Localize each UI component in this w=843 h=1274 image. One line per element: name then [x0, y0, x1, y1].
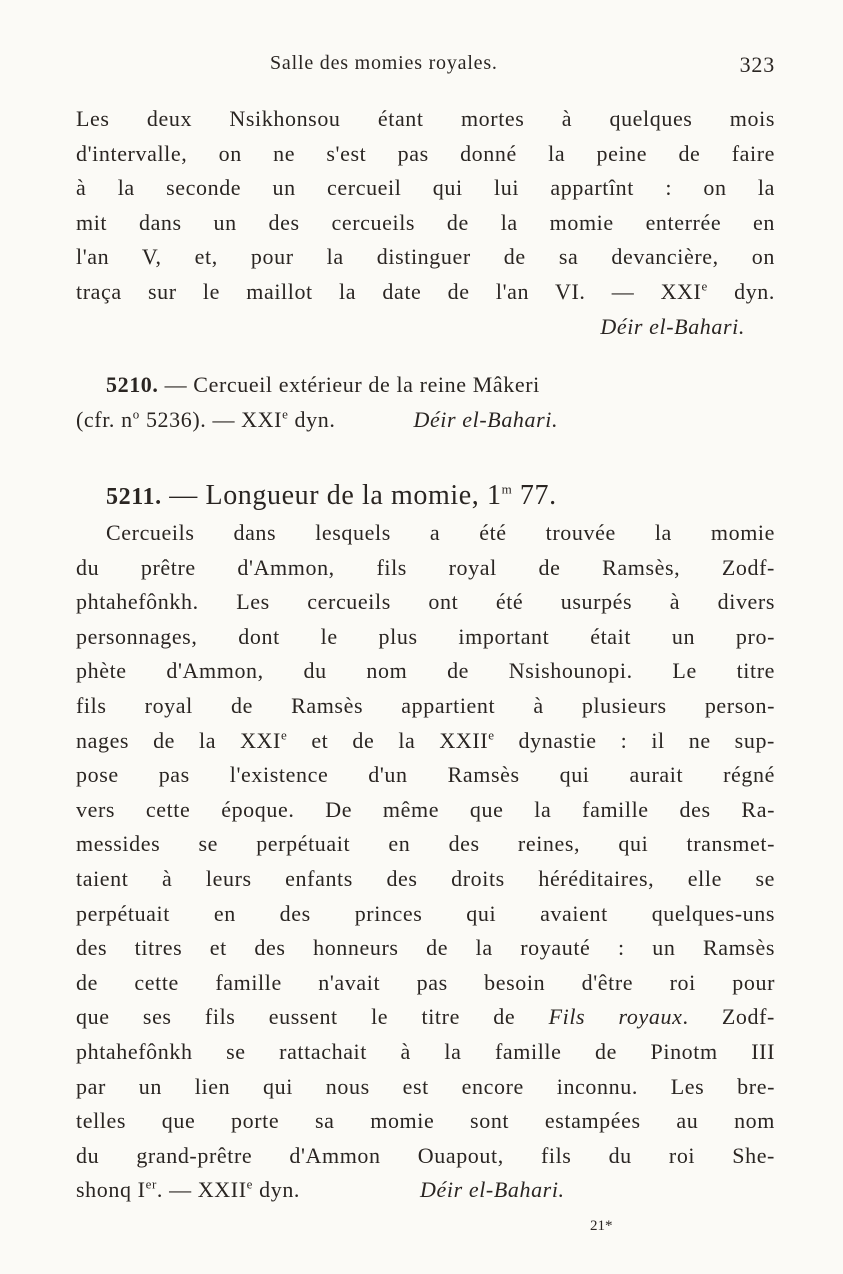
entry-number: 5211.	[106, 484, 162, 510]
text-line: personnages, dont le plus important était un pro-	[76, 623, 775, 649]
text-line: mit dans un des cercueils de la momie enterrée en	[76, 209, 775, 235]
text-fragment: (cfr. n	[76, 406, 133, 432]
text-fragment: — Longueur de la momie, 1	[169, 480, 502, 511]
text-line	[76, 1173, 775, 1208]
superscript: m	[501, 481, 513, 497]
text-fragment: traça sur le maillot la date de l'an VI. — XXI	[76, 278, 702, 304]
superscript: o	[132, 406, 140, 422]
text-fragment: et de la XXII	[287, 727, 489, 753]
text-fragment: . — XXII	[156, 1177, 247, 1203]
text-line: phtahefônkh se rattachait à la famille de Pinotm III	[76, 1038, 775, 1064]
provenance: Déir el-Bahari.	[600, 313, 745, 339]
text-line	[76, 403, 775, 438]
text-line: fils royal de Ramsès appartient à plusieurs person-	[76, 692, 775, 718]
text-line: perpétuait en des princes qui avaient quelques-uns	[76, 900, 775, 926]
text-line: Les deux Nsikhonsou étant mortes à quelques mois	[76, 106, 775, 131]
text-line: à la seconde un cercueil qui lui appartînt : on la	[76, 175, 775, 201]
superscript: e	[282, 406, 289, 422]
text-fragment: . Zodf-	[682, 1004, 775, 1030]
paragraph-nsikhonsou	[76, 102, 775, 344]
text-line: phtahefônkh. Les cercueils ont été usurpés à divers	[76, 589, 775, 615]
superscript: e	[280, 727, 288, 743]
superscript: e	[246, 1176, 254, 1192]
signature-mark: 21*	[590, 1218, 613, 1234]
text-fragment: shonq I	[76, 1177, 146, 1203]
superscript: er	[145, 1176, 157, 1192]
text-fragment: que ses fils eussent le titre de	[76, 1004, 516, 1030]
entry-number: 5210.	[106, 372, 159, 397]
text-line: taient à leurs enfants des droits héréditaires, elle se	[76, 865, 775, 891]
text-line: Cercueils dans lesquels a été trouvée la momie	[106, 520, 775, 545]
text-fragment: dyn.	[707, 278, 776, 304]
entry-5211	[76, 476, 775, 1208]
superscript: e	[488, 727, 495, 743]
provenance: Déir el-Bahari.	[413, 406, 559, 432]
text-line: par un lien qui nous est encore inconnu. Les bre-	[76, 1073, 775, 1099]
italic-term: Fils royaux	[548, 1004, 683, 1030]
text-line: messides se perpétuait en des reines, qui transmet-	[76, 831, 775, 857]
text-line: l'an V, et, pour la distinguer de sa devancière, on	[76, 244, 775, 270]
text-fragment: dynastie : il ne sup-	[494, 727, 775, 753]
text-line	[76, 1000, 775, 1035]
text-fragment: 5236). — XXI	[139, 406, 283, 432]
page-number: 323	[739, 52, 775, 77]
text-line: des titres et des honneurs de la royauté : un Ramsès	[76, 935, 775, 961]
text-line: telles que porte sa momie sont estampées au nom	[76, 1108, 775, 1134]
text-line: phète d'Ammon, du nom de Nsishounopi. Le titre	[76, 658, 775, 684]
running-title: Salle des momies royales.	[270, 52, 498, 74]
text-line: de cette famille n'avait pas besoin d'être roi pour	[76, 969, 775, 995]
text-line: d'intervalle, on ne s'est pas donné la peine de faire	[76, 140, 775, 166]
running-head	[270, 52, 775, 75]
superscript: e	[701, 278, 708, 294]
text-line	[76, 368, 775, 403]
text-fragment: dyn.	[253, 1177, 301, 1203]
text-line	[76, 724, 775, 759]
text-fragment: 77.	[512, 480, 557, 511]
text-line	[76, 275, 775, 310]
text-line: vers cette époque. De même que la famille des Ra-	[76, 796, 775, 822]
entry-5210	[76, 368, 775, 437]
provenance: Déir el-Bahari.	[420, 1177, 565, 1203]
text-fragment: — Cercueil extérieur de la reine Mâkeri	[164, 372, 540, 397]
text-fragment: dyn.	[288, 406, 336, 432]
text-line: du prêtre d'Ammon, fils royal de Ramsès, Zodf-	[76, 554, 775, 580]
text-line: pose pas l'existence d'un Ramsès qui aurait régné	[76, 762, 775, 788]
text-fragment: nages de la XXI	[76, 727, 281, 753]
text-line: du grand-prêtre d'Ammon Ouapout, fils du roi She-	[76, 1142, 775, 1168]
entry-heading	[76, 476, 775, 516]
